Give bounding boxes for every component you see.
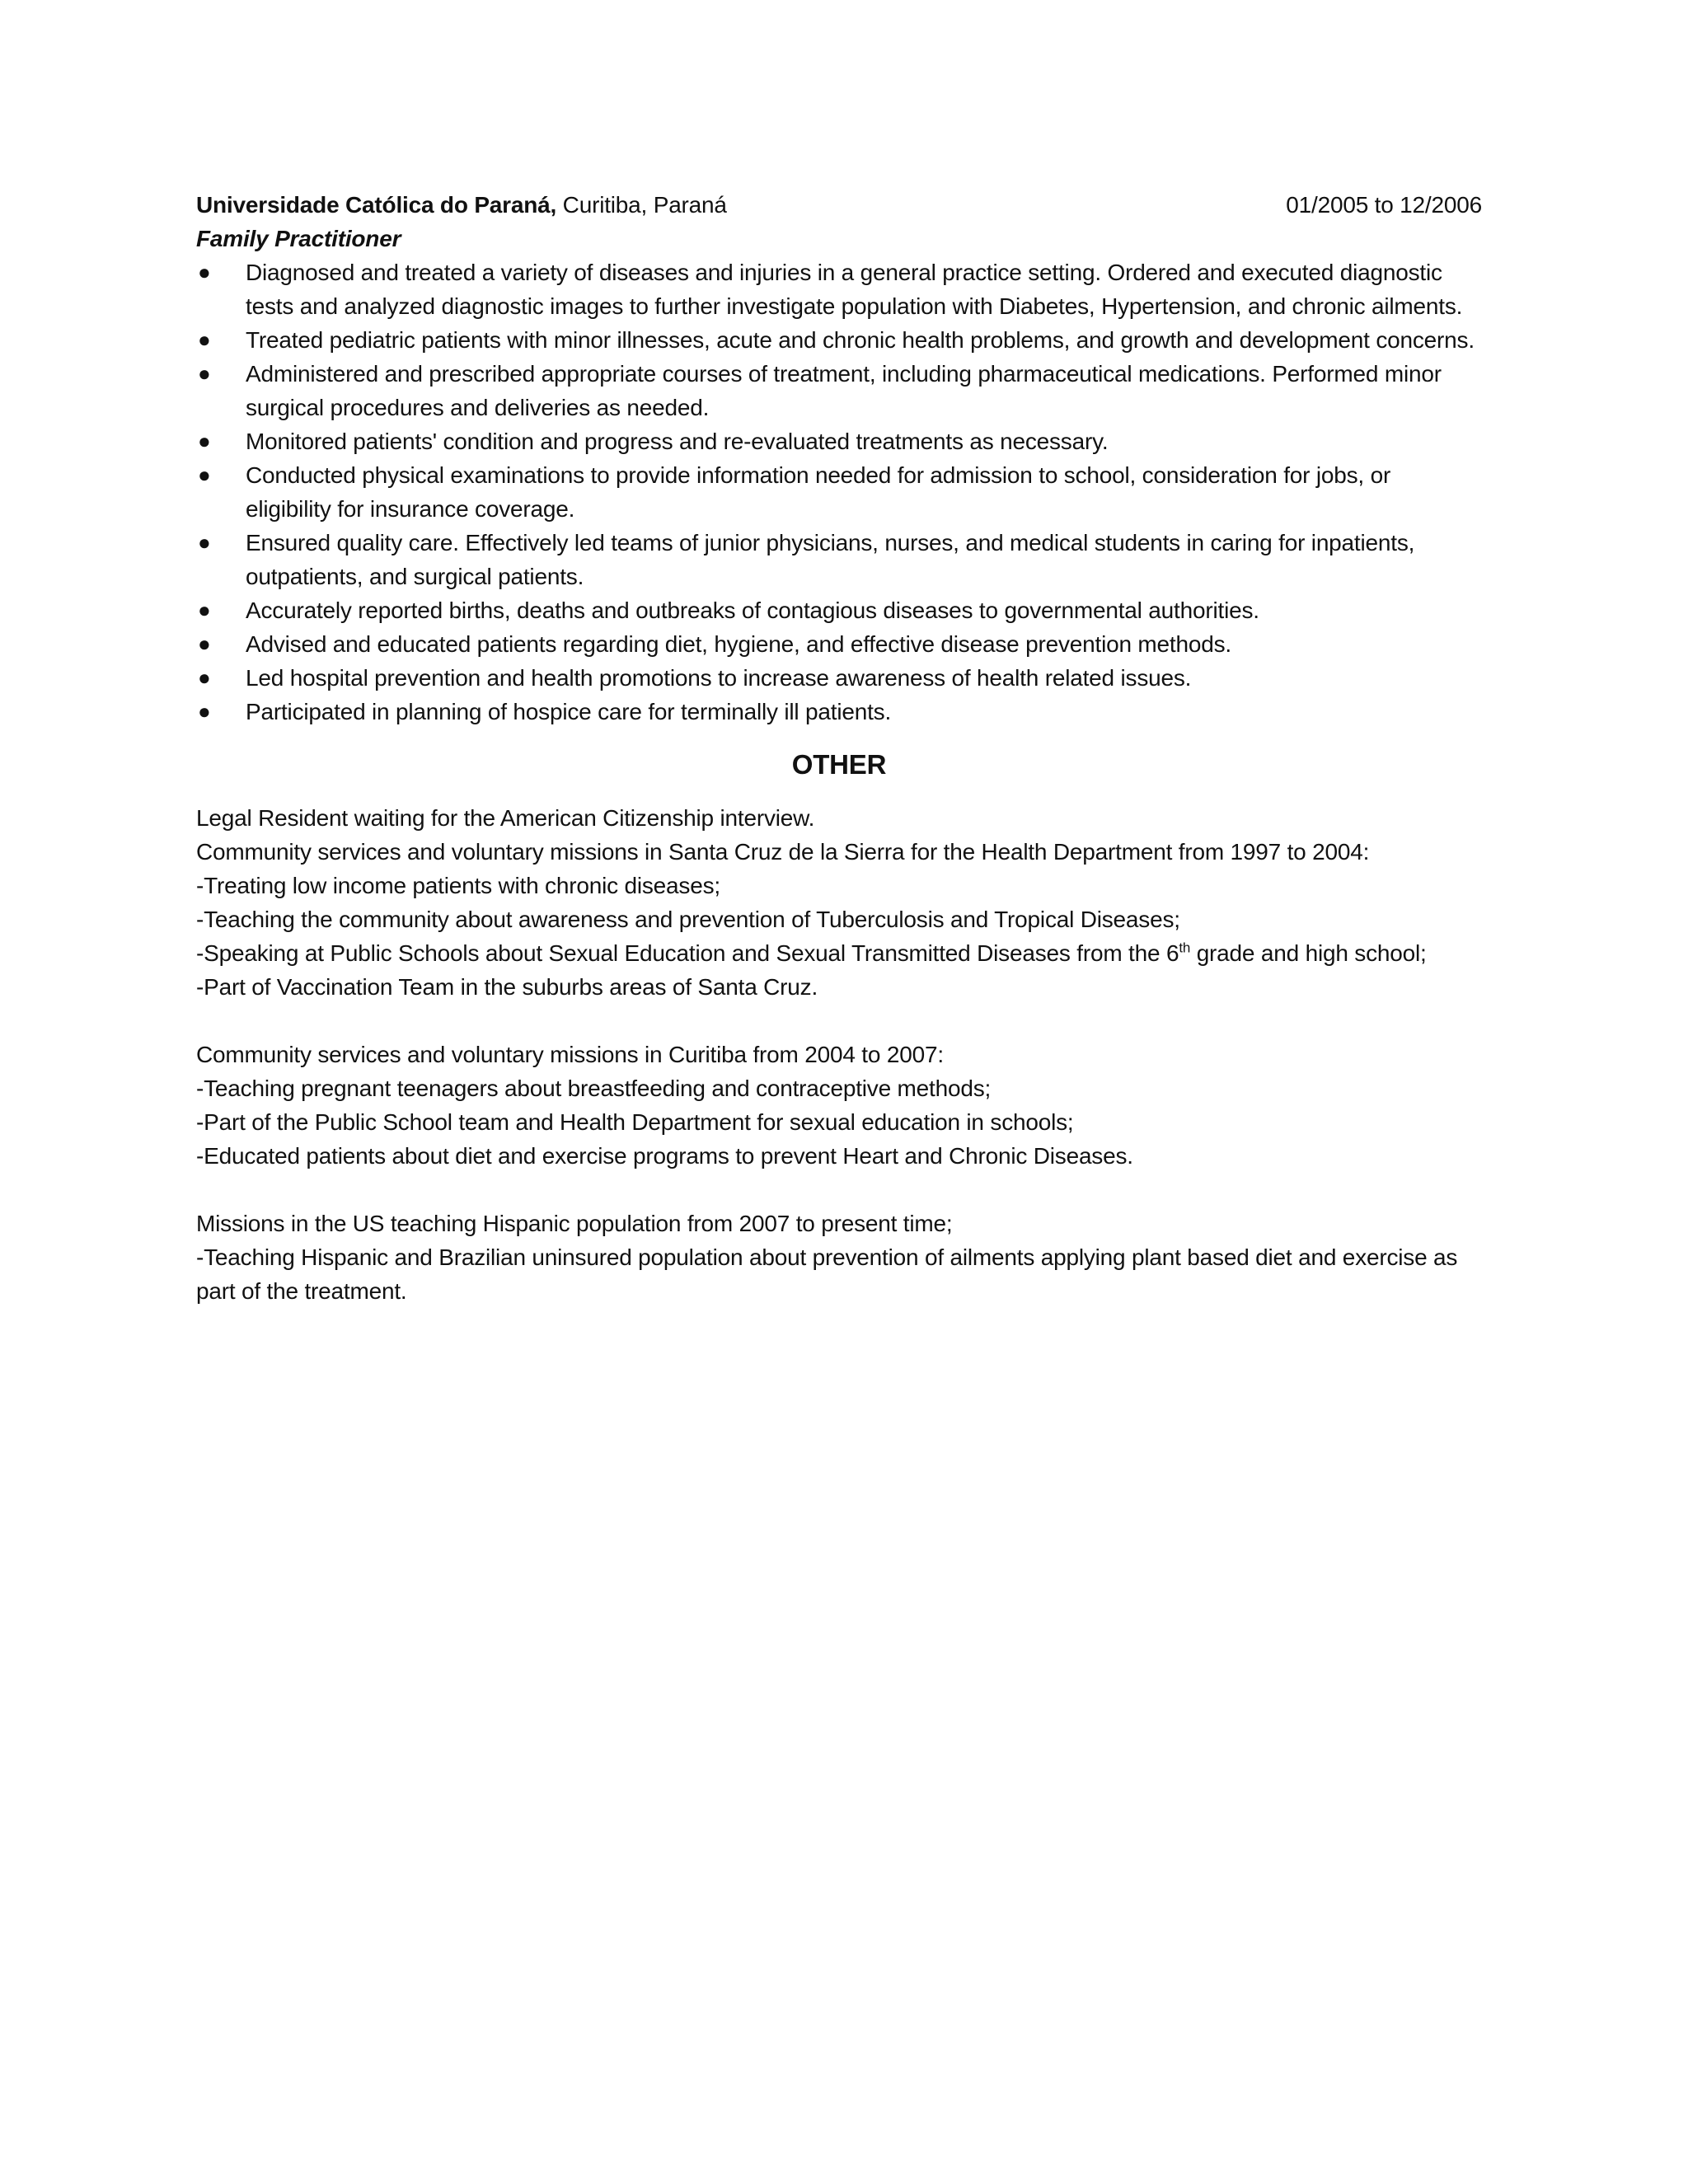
section-heading-other: OTHER [791, 749, 887, 780]
bullet-icon: ● [198, 699, 211, 724]
list-item [196, 255, 1482, 323]
curitiba-line: -Part of the Public School team and Health Department for sexual education in schools; [196, 1109, 1074, 1135]
job-employer-line [196, 188, 727, 222]
bullet-icon: ● [198, 631, 211, 656]
duty-text: Treated pediatric patients with minor illnesses, acute and chronic health problems, and growth and development concerns. [246, 327, 1475, 353]
list-item [196, 695, 1482, 729]
resume-page [196, 188, 1482, 1308]
list-item [196, 357, 1482, 424]
duty-text: Conducted physical examinations to provide information needed for admission to school, consideration for jobs, or eligibility for insurance coverage. [246, 462, 1391, 522]
bullet-icon: ● [198, 665, 211, 690]
bullet-icon: ● [198, 429, 211, 453]
bullet-icon: ● [198, 462, 211, 487]
list-item [196, 323, 1482, 357]
duty-text: Diagnosed and treated a variety of diseases and injuries in a general practice setting. Ordered and executed diagnostic tests and analyzed diagnostic images to further investigate population with Diabetes, Hypertension, and chronic ailments. [246, 260, 1463, 319]
duty-text: Monitored patients' condition and progress and re-evaluated treatments as necessary. [246, 429, 1109, 454]
resident-status: Legal Resident waiting for the American Citizenship interview. [196, 805, 815, 831]
other-section [196, 801, 1482, 1308]
bullet-icon: ● [198, 530, 211, 555]
list-item [196, 526, 1482, 593]
duty-text: Advised and educated patients regarding diet, hygiene, and effective disease prevention methods. [246, 631, 1231, 657]
santa-cruz-line [196, 936, 1482, 970]
duty-text: Participated in planning of hospice care for terminally ill patients. [246, 699, 892, 724]
bullet-icon: ● [198, 260, 211, 284]
santa-cruz-line: -Part of Vaccination Team in the suburbs areas of Santa Cruz. [196, 974, 818, 1000]
curitiba-line: -Educated patients about diet and exercise programs to prevent Heart and Chronic Diseases. [196, 1143, 1133, 1169]
job-header [196, 188, 1482, 222]
employer-name: Universidade Católica do Paraná, [196, 192, 557, 218]
line-text: grade and high school; [1190, 940, 1427, 966]
bullet-icon: ● [198, 327, 211, 352]
bullet-icon: ● [198, 361, 211, 386]
spacer [196, 1173, 1482, 1207]
duty-text: Administered and prescribed appropriate courses of treatment, including pharmaceutical medications. Performed minor surgical procedures and deliveries as needed. [246, 361, 1442, 420]
list-item [196, 458, 1482, 526]
superscript: th [1179, 940, 1191, 956]
duty-text: Accurately reported births, deaths and outbreaks of contagious diseases to governmental authorities. [246, 598, 1259, 623]
us-line: -Teaching Hispanic and Brazilian uninsured population about prevention of ailments applying plant based diet and exercise as part of the treatment. [196, 1244, 1458, 1304]
duty-text: Led hospital prevention and health promotions to increase awareness of health related issues. [246, 665, 1192, 691]
list-item [196, 661, 1482, 695]
line-text: -Speaking at Public Schools about Sexual Education and Sexual Transmitted Diseases from the 6 [196, 940, 1179, 966]
spacer [196, 1004, 1482, 1038]
santa-cruz-line: -Teaching the community about awareness and prevention of Tuberculosis and Tropical Diseases; [196, 907, 1180, 932]
list-item [196, 593, 1482, 627]
list-item [196, 627, 1482, 661]
job-dates: 01/2005 to 12/2006 [1286, 192, 1482, 218]
employer-location: Curitiba, Paraná [556, 192, 727, 218]
curitiba-intro: Community services and voluntary missions in Curitiba from 2004 to 2007: [196, 1042, 944, 1067]
duties-list [196, 255, 1482, 729]
job-title: Family Practitioner [196, 226, 401, 251]
santa-cruz-intro: Community services and voluntary missions in Santa Cruz de la Sierra for the Health Department from 1997 to 2004: [196, 839, 1370, 865]
us-intro: Missions in the US teaching Hispanic population from 2007 to present time; [196, 1211, 953, 1236]
santa-cruz-line: -Treating low income patients with chronic diseases; [196, 873, 720, 898]
curitiba-line: -Teaching pregnant teenagers about breastfeeding and contraceptive methods; [196, 1076, 992, 1101]
bullet-icon: ● [198, 598, 211, 622]
duty-text: Ensured quality care. Effectively led teams of junior physicians, nurses, and medical students in caring for inpatients, outpatients, and surgical patients. [246, 530, 1415, 589]
list-item [196, 424, 1482, 458]
